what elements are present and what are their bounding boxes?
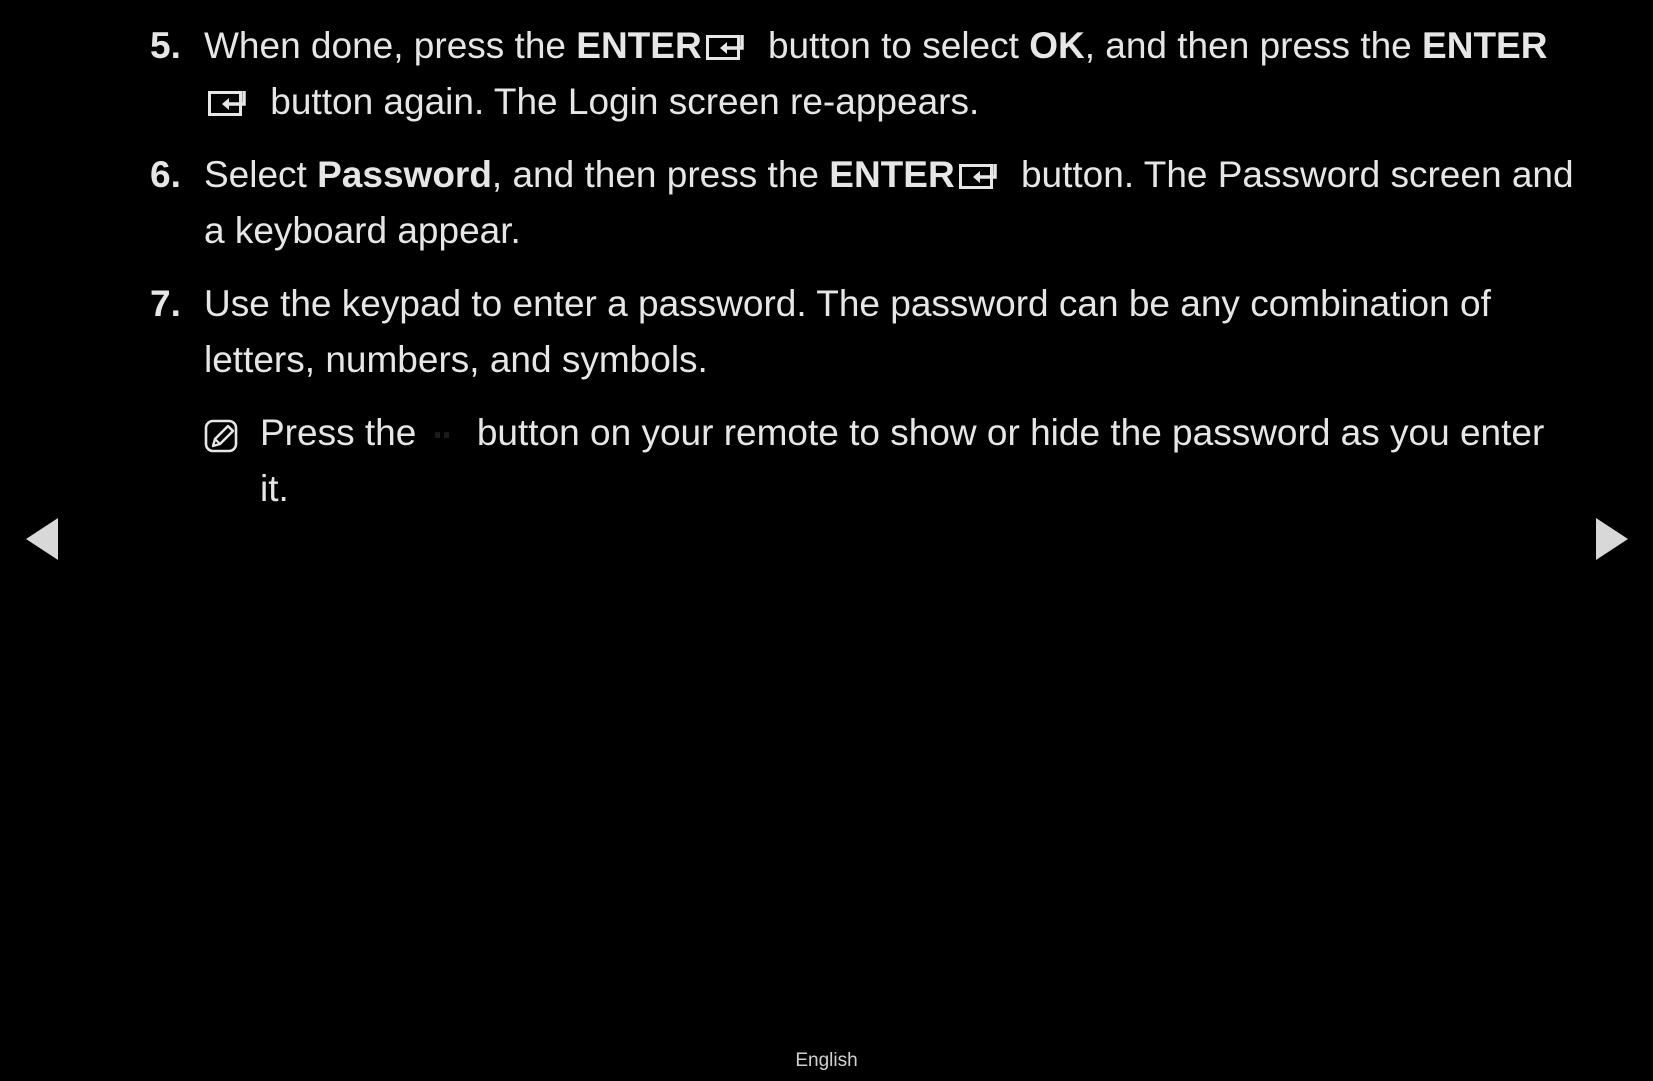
enter-label: ENTER — [1422, 25, 1548, 66]
enter-icon — [208, 89, 250, 117]
enter-label: ENTER — [829, 154, 955, 195]
step-text: When done, press the ENTER button to select OK, and then press the ENTER button again. The Login screen re-appears. — [204, 25, 1548, 122]
step-number: 7. — [150, 283, 181, 324]
enter-icon — [959, 162, 1001, 190]
note — [204, 405, 1580, 517]
note-icon — [204, 405, 260, 471]
remote-button-icon — [427, 425, 467, 445]
step-7 — [150, 276, 1580, 388]
password-label: Password — [317, 154, 492, 195]
step-text: Select Password, and then press the ENTER button. The Password screen and a keyboard appear. — [204, 154, 1574, 251]
step-number: 6. — [150, 154, 181, 195]
left-arrow-icon[interactable] — [26, 518, 58, 560]
language-label: English — [795, 1050, 858, 1071]
step-6 — [150, 147, 1580, 259]
step-number: 5. — [150, 25, 181, 66]
manual-content — [150, 18, 1580, 517]
enter-icon — [706, 33, 748, 61]
step-5 — [150, 18, 1580, 130]
right-arrow-icon[interactable] — [1596, 518, 1628, 560]
enter-label: ENTER — [576, 25, 702, 66]
ok-label: OK — [1029, 25, 1085, 66]
note-text: Press the button on your remote to show or hide the password as you enter it. — [260, 412, 1545, 509]
step-text: Use the keypad to enter a password. The password can be any combination of letters, numbers, and symbols. — [204, 283, 1491, 380]
